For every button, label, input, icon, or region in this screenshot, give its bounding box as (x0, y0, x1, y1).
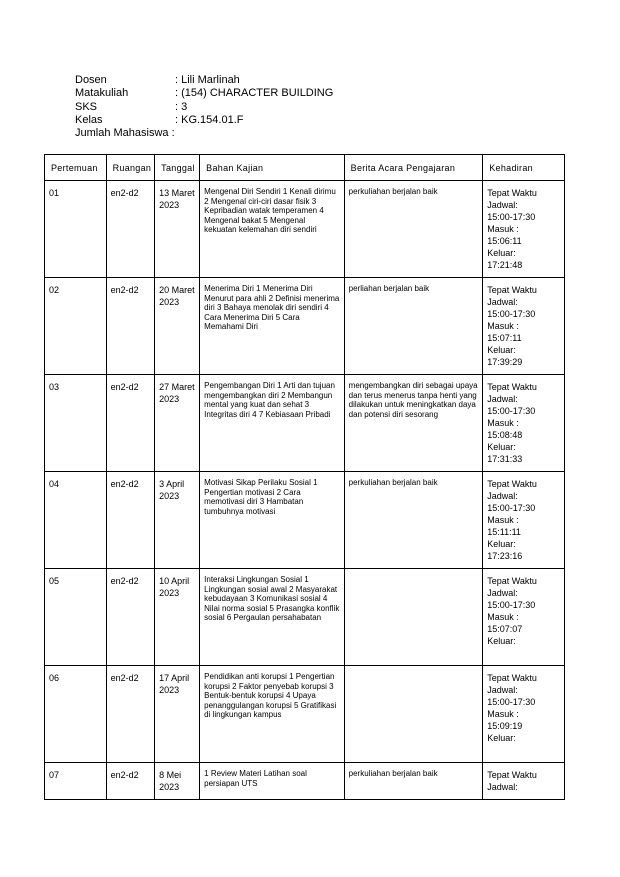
kehadiran-line: 15:00-17:30 (487, 600, 536, 610)
pertemuan-cell: 02 (45, 278, 107, 375)
ruangan-cell: en2-d2 (106, 375, 155, 472)
kehadiran-line: 15:09:19 (487, 721, 523, 731)
column-header-bahan-kajian: Bahan Kajian (200, 155, 345, 181)
kehadiran-line: 15:00-17:30 (487, 212, 536, 222)
table-row (45, 666, 565, 763)
matakuliah-value: : (154) CHARACTER BUILDING (175, 87, 334, 100)
kehadiran-cell (483, 181, 565, 278)
kehadiran-line: 15:07:11 (487, 333, 522, 343)
kehadiran-line: Tepat Waktu (487, 188, 537, 198)
kehadiran-line: Masuk : (487, 321, 519, 331)
kehadiran-line: 15:00-17:30 (487, 503, 536, 513)
table-row (45, 763, 565, 800)
kehadiran-line: 17:23:16 (487, 551, 523, 561)
berita-acara-cell: perliahan berjalan baik (344, 278, 483, 375)
table-row (45, 181, 565, 278)
tanggal-cell: 8 Mei 2023 (155, 763, 200, 800)
berita-acara-cell: perkuliahan berjalan baik (344, 763, 483, 800)
kehadiran-cell (483, 569, 565, 666)
kehadiran-line: Tepat Waktu (487, 479, 537, 489)
kehadiran-line: Keluar: (487, 442, 516, 452)
ruangan-cell: en2-d2 (106, 181, 155, 278)
pertemuan-cell: 04 (45, 472, 107, 569)
bahan-kajian-cell: Menerima Diri 1 Menerima Diri Menurut para ahli 2 Definisi menerima diri 3 Bahaya menolak diri sendiri 4 Cara Menerima Diri 5 Cara Memahami Diri (200, 278, 345, 375)
kehadiran-line: 15:00-17:30 (487, 697, 536, 707)
matakuliah-label: Matakuliah (75, 87, 129, 100)
bahan-kajian-cell: Mengenal Diri Sendiri 1 Kenali dirimu 2 Mengenal ciri-ciri dasar fisik 3 Kepribadian watak temperamen 4 Mengenal bakat 5 Mengenal kekuatan kelemahan diri sendiri (200, 181, 345, 278)
tanggal-cell: 17 April 2023 (155, 666, 200, 763)
bahan-kajian-cell: Motivasi Sikap Perilaku Sosial 1 Pengertian motivasi 2 Cara memotivasi diri 3 Hambatan tumbuhnya motivasi (200, 472, 345, 569)
kehadiran-line: Tepat Waktu (487, 285, 537, 295)
tanggal-cell: 27 Maret 2023 (155, 375, 200, 472)
tanggal-cell: 13 Maret 2023 (155, 181, 200, 278)
ruangan-cell: en2-d2 (106, 472, 155, 569)
ruangan-cell: en2-d2 (106, 569, 155, 666)
pertemuan-cell: 05 (45, 569, 107, 666)
pertemuan-cell: 06 (45, 666, 107, 763)
kehadiran-line: 15:06:11 (487, 236, 522, 246)
header-row-sks (75, 101, 333, 114)
course-header (75, 74, 333, 140)
berita-acara-cell: perkuliahan berjalan baik (344, 181, 483, 278)
kehadiran-line: 15:07:07 (487, 624, 523, 634)
header-row-matakuliah (75, 87, 333, 100)
table-body (45, 181, 565, 800)
kehadiran-line: 17:21:48 (487, 260, 523, 270)
kehadiran-cell (483, 666, 565, 763)
dosen-value: : Lili Marlinah (175, 74, 240, 86)
kehadiran-line: Masuk : (487, 612, 519, 622)
attendance-table (44, 154, 565, 800)
column-header-ruangan: Ruangan (106, 155, 155, 181)
kehadiran-line: Jadwal: (487, 588, 518, 598)
kelas-value: : KG.154.01.F (175, 113, 244, 126)
ruangan-cell: en2-d2 (106, 666, 155, 763)
header-row-kelas (75, 114, 333, 127)
pertemuan-cell: 07 (45, 763, 107, 800)
kehadiran-line: 17:31:33 (487, 454, 523, 464)
kehadiran-line: Masuk : (487, 515, 519, 525)
table-header-row (45, 155, 565, 181)
kehadiran-cell (483, 375, 565, 472)
table-row (45, 569, 565, 666)
kelas-label: Kelas (75, 113, 103, 126)
header-row-dosen (75, 74, 333, 87)
berita-acara-cell: mengembangkan diri sebagai upaya dan terus menerus tanpa henti yang dilakukan untuk meningkatkan daya dan potensi diri sesorang (344, 375, 483, 472)
table-row (45, 472, 565, 569)
table-row (45, 278, 565, 375)
column-header-pertemuan: Pertemuan (45, 155, 107, 181)
pertemuan-cell: 03 (45, 375, 107, 472)
berita-acara-cell: perkuliahan berjalan baik (344, 472, 483, 569)
sks-label: SKS (75, 100, 98, 113)
kehadiran-line: Tepat Waktu (487, 770, 537, 780)
kehadiran-line: Keluar: (487, 539, 516, 549)
kehadiran-line: Keluar: (487, 345, 516, 355)
tanggal-cell: 10 April 2023 (155, 569, 200, 666)
bahan-kajian-cell: Interaksi Lingkungan Sosial 1 Lingkungan sosial awal 2 Masyarakat kebudayaan 3 Komunikasi sosial 4 Nilai norma sosial 5 Prasangka konflik sosial 6 Pergaulan persahabatan (200, 569, 345, 666)
kehadiran-line: Jadwal: (487, 491, 518, 501)
kehadiran-cell (483, 763, 565, 800)
ruangan-cell: en2-d2 (106, 763, 155, 800)
jumlah-mahasiswa-label: Jumlah Mahasiswa : (75, 127, 175, 140)
kehadiran-line: Jadwal: (487, 685, 518, 695)
column-header-tanggal: Tanggal (155, 155, 200, 181)
tanggal-cell: 20 Maret 2023 (155, 278, 200, 375)
kehadiran-line: 15:00-17:30 (487, 309, 536, 319)
bahan-kajian-cell: Pendidikan anti korupsi 1 Pengertian korupsi 2 Faktor penyebab korupsi 3 Bentuk-bentuk korupsi 4 Upaya penanggulangan korupsi 5 Gratifikasi di lingkungan kampus (200, 666, 345, 763)
berita-acara-cell (344, 666, 483, 763)
kehadiran-line: Jadwal: (487, 200, 518, 210)
kehadiran-cell (483, 472, 565, 569)
kehadiran-line: 17:39:29 (487, 357, 523, 367)
kehadiran-line: Masuk : (487, 418, 519, 428)
kehadiran-line: Masuk : (487, 709, 519, 719)
kehadiran-line: Jadwal: (487, 394, 518, 404)
pertemuan-cell: 01 (45, 181, 107, 278)
berita-acara-cell (344, 569, 483, 666)
column-header-kehadiran: Kehadiran (483, 155, 565, 181)
kehadiran-line: 15:08:48 (487, 430, 523, 440)
kehadiran-line: Keluar: (487, 636, 516, 646)
ruangan-cell: en2-d2 (106, 278, 155, 375)
kehadiran-line: Tepat Waktu (487, 382, 537, 392)
header-row-jumlah (75, 127, 333, 140)
bahan-kajian-cell: 1 Review Materi Latihan soal persiapan UTS (200, 763, 345, 800)
kehadiran-cell (483, 278, 565, 375)
kehadiran-line: Jadwal: (487, 297, 518, 307)
kehadiran-line: Tepat Waktu (487, 673, 537, 683)
kehadiran-line: Jadwal: (487, 782, 518, 792)
sks-value: : 3 (175, 100, 188, 113)
kehadiran-line: Masuk : (487, 224, 519, 234)
table-row (45, 375, 565, 472)
column-header-berita-acara: Berita Acara Pengajaran (344, 155, 483, 181)
kehadiran-line: Keluar: (487, 248, 516, 258)
tanggal-cell: 3 April 2023 (155, 472, 200, 569)
kehadiran-line: Tepat Waktu (487, 576, 537, 586)
kehadiran-line: 15:00-17:30 (487, 406, 536, 416)
dosen-label: Dosen (75, 74, 107, 86)
bahan-kajian-cell: Pengembangan Diri 1 Arti dan tujuan mengembangkan diri 2 Membangun mental yang kuat dan sehat 3 Integritas diri 4 7 Kebiasaan Pribadi (200, 375, 345, 472)
kehadiran-line: 15:11:11 (487, 527, 521, 537)
kehadiran-line: Keluar: (487, 733, 516, 743)
